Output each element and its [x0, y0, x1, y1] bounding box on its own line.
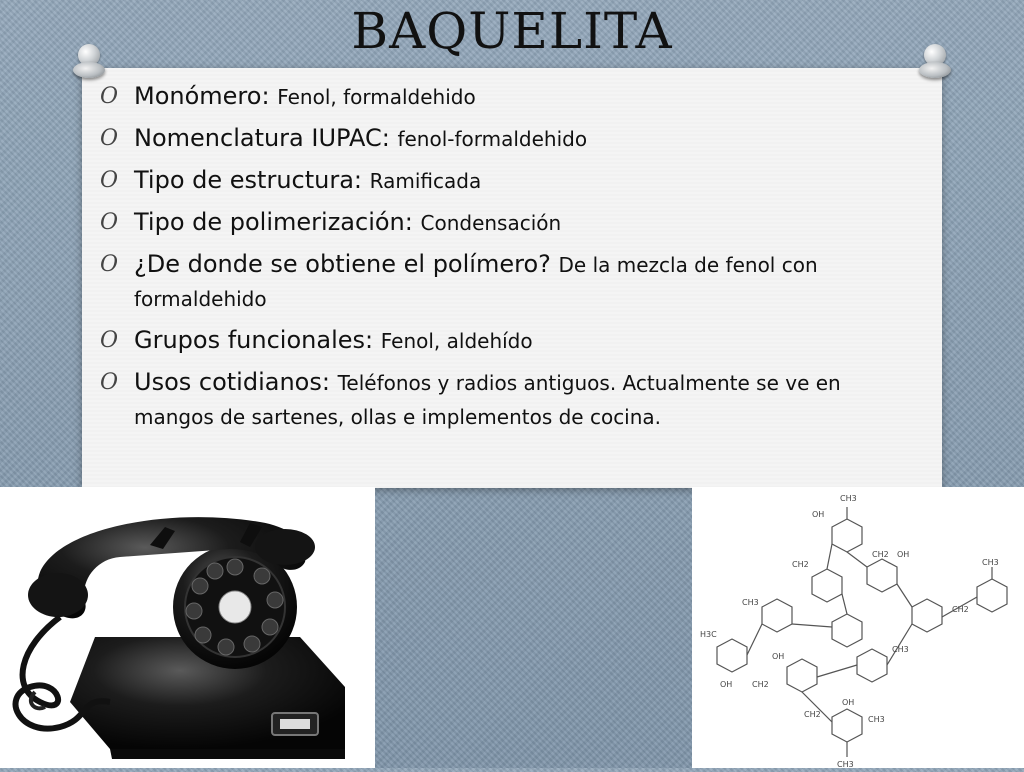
structure-label: OH	[720, 680, 733, 689]
bullet-item	[100, 248, 920, 316]
bullet-value: Fenol, formaldehido	[277, 85, 476, 109]
structure-label: CH3	[892, 645, 909, 654]
bullet-value: Fenol, aldehído	[380, 329, 533, 353]
bullet-marker-icon: O	[100, 126, 119, 151]
structure-label: CH3	[840, 494, 857, 503]
structure-label: OH	[812, 510, 825, 519]
bullet-label: Grupos funcionales:	[134, 326, 374, 354]
structure-label: OH	[772, 652, 785, 661]
structure-label: CH2	[804, 710, 821, 719]
bullet-item	[100, 206, 920, 240]
bullet-label: Tipo de polimerización:	[134, 208, 413, 236]
telephone-photo	[0, 487, 375, 768]
bullet-label: Nomenclatura IUPAC:	[134, 124, 390, 152]
pushpin-icon	[922, 44, 948, 78]
rotary-telephone-icon	[0, 487, 375, 768]
bullet-label: ¿De donde se obtiene el polímero?	[134, 250, 551, 278]
bullet-item	[100, 324, 920, 358]
bullet-item	[100, 366, 920, 434]
structure-label: CH2	[792, 560, 809, 569]
bullet-item	[100, 164, 920, 198]
structure-label: CH2	[752, 680, 769, 689]
pushpin-icon	[76, 44, 102, 78]
bullet-value: Condensación	[420, 211, 562, 235]
bullet-value: De la mezcla de fenol con formaldehido	[134, 253, 818, 311]
structure-label: CH2	[952, 605, 969, 614]
bullet-value: Ramificada	[369, 169, 482, 193]
bullet-label: Monómero:	[134, 82, 270, 110]
bullet-item	[100, 122, 920, 156]
structure-label: CH3	[868, 715, 885, 724]
bullet-list	[100, 80, 920, 442]
bullet-marker-icon: O	[100, 370, 119, 395]
bullet-value: fenol-formaldehido	[397, 127, 588, 151]
structure-label: OH	[897, 550, 910, 559]
structure-label: H3C	[700, 630, 717, 639]
structure-label: OH	[842, 698, 855, 707]
chemical-structure-image	[692, 487, 1024, 768]
structure-label: CH2	[872, 550, 889, 559]
bullet-value: Teléfonos y radios antiguos. Actualmente se ve en mangos de sartenes, ollas e implementos de cocina.	[134, 371, 841, 429]
bullet-marker-icon: O	[100, 210, 119, 235]
bullet-marker-icon: O	[100, 168, 119, 193]
bullet-marker-icon: O	[100, 328, 119, 353]
bullet-marker-icon: O	[100, 84, 119, 109]
structure-label: CH3	[982, 558, 999, 567]
bullet-item	[100, 80, 920, 114]
structure-label: CH3	[742, 598, 759, 607]
bakelite-structure-icon	[692, 487, 1024, 768]
slide-title: BAQUELITA	[351, 2, 673, 60]
bullet-label: Tipo de estructura:	[134, 166, 362, 194]
bullet-marker-icon: O	[100, 252, 119, 277]
bullet-label: Usos cotidianos:	[134, 368, 330, 396]
structure-label: CH3	[837, 760, 854, 768]
